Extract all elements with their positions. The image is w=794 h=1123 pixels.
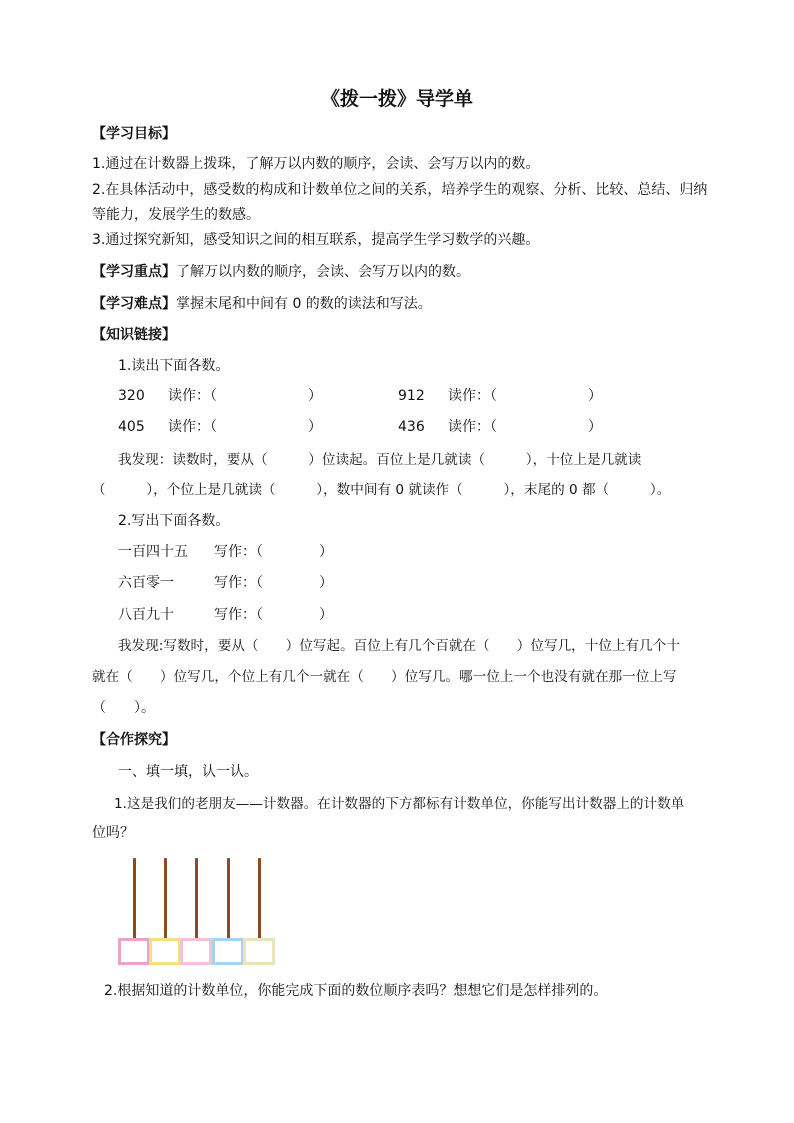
write-word-3: 八百九十 (118, 607, 174, 623)
find-write-line-2: 就在（ ）位写几，个位上有几个一就在（ ）位写几。哪一位上一个也没有就在那一位上写 (92, 669, 677, 685)
explore-q1-line-2: 位吗？ (92, 825, 134, 841)
abacus-unit-box (180, 938, 212, 965)
page-title: 《拨一拨》导学单 (320, 88, 473, 110)
goals-heading: 【学习目标】 (92, 126, 176, 142)
explore-part1: 一、填一填，认一认。 (118, 764, 258, 780)
explore-q1-line-1: 1.这是我们的老朋友——计数器。在计数器的下方都标有计数单位，你能写出计数器上的计数单 (114, 796, 685, 812)
key-point (92, 262, 470, 282)
abacus-rod (164, 858, 167, 942)
abacus-rod (133, 858, 136, 942)
write-word-1: 一百四十五 (118, 544, 188, 560)
key-point-heading: 【学习重点】 (92, 264, 176, 280)
key-point-text: 了解万以内数的顺序，会读、会写万以内的数。 (176, 264, 470, 280)
close-paren: ） (308, 388, 322, 404)
abacus-rod (227, 858, 230, 942)
read-label: 读作：（ (168, 388, 217, 404)
close-paren: ） (588, 419, 602, 435)
close-paren: ） (588, 388, 602, 404)
close-paren: ） (308, 419, 322, 435)
goal-item-1: 1.通过在计数器上拨珠，了解万以内数的顺序，会读、会写万以内的数。 (92, 156, 540, 172)
knowledge-q1: 1.读出下面各数。 (118, 358, 230, 374)
abacus-rod (258, 858, 261, 942)
abacus-unit-box (243, 938, 275, 965)
difficulty (92, 294, 432, 314)
goal-item-2: 2.在具体活动中，感受数的构成和计数单位之间的关系，培养学生的观察、分析、比较、总结、归纳 (92, 182, 708, 198)
knowledge-heading: 【知识链接】 (92, 327, 176, 343)
number-912: 912 (398, 388, 425, 404)
write-label-2: 写作：（ ） (214, 575, 333, 591)
number-405: 405 (118, 419, 145, 435)
explore-heading: 【合作探究】 (92, 732, 176, 748)
write-label-3: 写作：（ ） (214, 607, 333, 623)
write-label-1: 写作：（ ） (214, 544, 333, 560)
goal-item-3: 3.通过探究新知，感受知识之间的相互联系，提高学生学习数学的兴趣。 (92, 232, 540, 248)
abacus-unit-box (149, 938, 181, 965)
write-word-2: 六百零一 (118, 575, 174, 591)
abacus-unit-box (212, 938, 244, 965)
read-label: 读作：（ (168, 419, 217, 435)
find-write-line-1: 我发现:写数时，要从（ ）位写起。百位上有几个百就在（ ）位写几，十位上有几个十 (118, 638, 680, 654)
find-read-line-2: （ ），个位上是几就读（ ），数中间有 0 就读作（ ），末尾的 0 都（ ）。 (92, 482, 671, 498)
explore-q2: 2.根据知道的计数单位，你能完成下面的数位顺序表吗？想想它们是怎样排列的。 (104, 983, 608, 999)
abacus-illustration (118, 858, 278, 966)
abacus-unit-box (118, 938, 150, 965)
read-label: 读作：（ (448, 388, 497, 404)
find-write-line-3: （ ）。 (92, 700, 155, 716)
goal-item-2-cont: 等能力，发展学生的数感。 (92, 207, 260, 223)
difficulty-heading: 【学习难点】 (92, 296, 176, 312)
number-320: 320 (118, 388, 145, 404)
number-436: 436 (398, 419, 425, 435)
find-read-line-1: 我发现：读数时，要从（ ）位读起。百位上是几就读（ ），十位上是几就读 (118, 452, 642, 468)
read-label: 读作：（ (448, 419, 497, 435)
knowledge-q2: 2.写出下面各数。 (118, 513, 230, 529)
abacus-rod (195, 858, 198, 942)
difficulty-text: 掌握末尾和中间有 0 的数的读法和写法。 (176, 296, 432, 312)
